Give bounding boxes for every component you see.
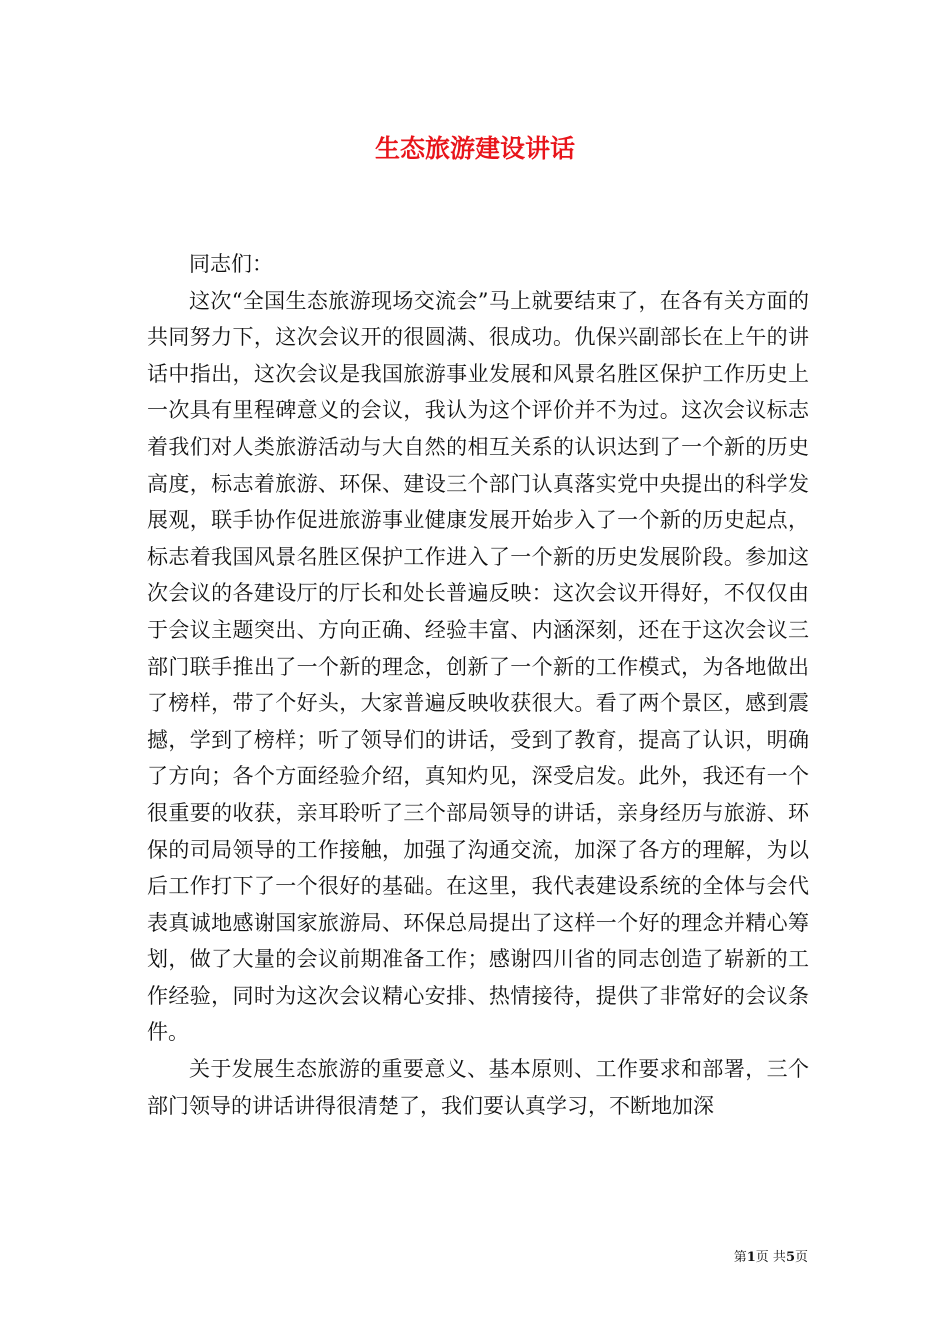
document-body — [147, 246, 809, 1124]
paragraph-2: 关于发展生态旅游的重要意义、基本原则、工作要求和部署，三个部门领导的讲话讲得很清楚了，我们要认真学习，不断地加深 — [147, 1057, 809, 1118]
footer-prefix: 第 — [733, 1250, 747, 1265]
footer-current-page: 1 — [746, 1250, 756, 1265]
footer-middle: 页 共 — [755, 1250, 786, 1265]
salutation: 同志们： — [189, 252, 273, 276]
page-number-footer — [734, 1249, 808, 1267]
footer-suffix: 页 — [794, 1250, 808, 1265]
document-title: 生态旅游建设讲话 — [374, 134, 575, 163]
paragraph-1: 这次“全国生态旅游现场交流会”马上就要结束了，在各有关方面的共同努力下，这次会议开的很圆满、很成功。仇保兴副部长在上午的讲话中指出，这次会议是我国旅游事业发展和风景名胜区保护工作历史上一次具有里程碑意义的会议，我认为这个评价并不为过。这次会议标志着我们对人类旅游活动与大自然的相互关系的认识达到了一个新的历史高度，标志着旅游、环保、建设三个部门认真落实党中央提出的科学发展观，联手协作促进旅游事业健康发展开始步入了一个新的历史起点，标志着我国风景名胜区保护工作进入了一个新的历史发展阶段。参加这次会议的各建设厅的厅长和处长普遍反映：这次会议开得好，不仅仅由于会议主题突出、方向正确、经验丰富、内涵深刻，还在于这次会议三部门联手推出了一个新的理念，创新了一个新的工作模式，为各地做出了榜样，带了个好头，大家普遍反映收获很大。看了两个景区，感到震撼，学到了榜样；听了领导们的讲话，受到了教育，提高了认识，明确了方向；各个方面经验介绍，真知灼见，深受启发。此外，我还有一个很重要的收获，亲耳聆听了三个部局领导的讲话，亲身经历与旅游、环保的司局领导的工作接触，加强了沟通交流，加深了各方的理解，为以后工作打下了一个很好的基础。在这里，我代表建设系统的全体与会代表真诚地感谢国家旅游局、环保总局提出了这样一个好的理念并精心筹划，做了大量的会议前期准备工作；感谢四川省的同志创造了崭新的工作经验，同时为这次会议精心安排、热情接待，提供了非常好的会议条件。 — [147, 288, 809, 1045]
footer-total-pages: 5 — [785, 1250, 795, 1265]
